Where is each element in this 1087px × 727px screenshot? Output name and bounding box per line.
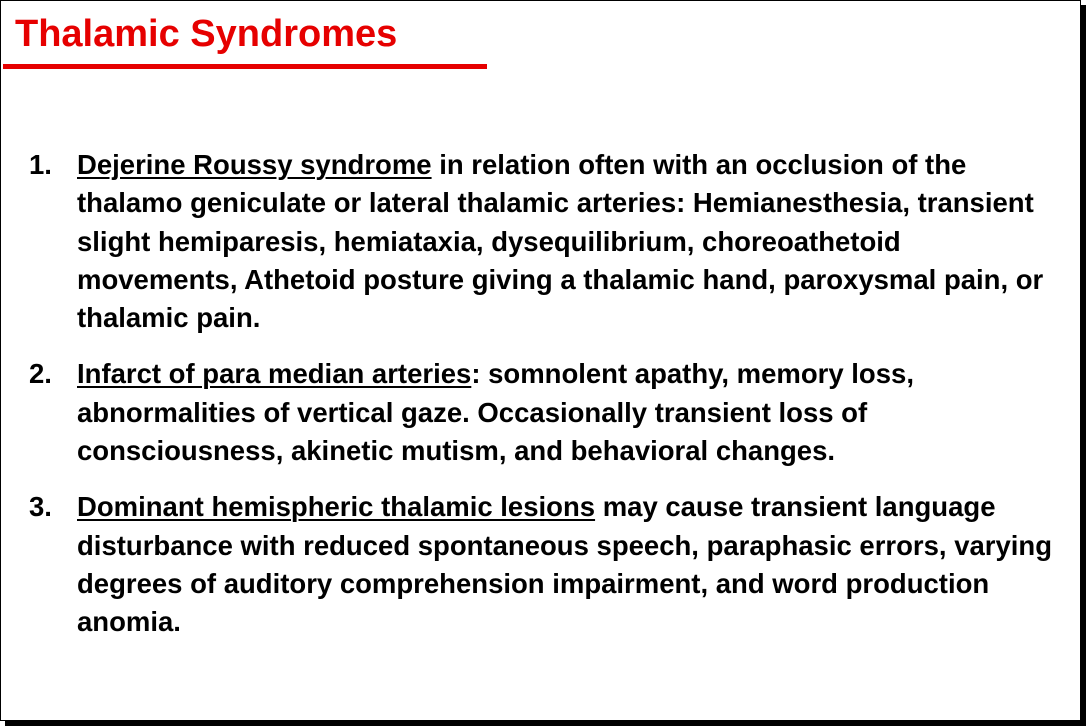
list-item-number: 1. (29, 149, 52, 180)
slide-title: Thalamic Syndromes (15, 13, 398, 55)
list-item (29, 146, 1059, 337)
list-item-number: 2. (29, 358, 52, 390)
list-item-number: 3. (29, 491, 52, 523)
title-underline-rule (3, 64, 487, 69)
list-item-text: in relation often with an occlusion of the thalamo geniculate or lateral thalamic arteries: Hemianesthesia, transient slight hemiparesis, hemiataxia, dysequilibrium, choreoathetoid movements, Athetoid posture giving a thalamic hand, paroxysmal pain, or thalamic pain. (77, 149, 1044, 334)
list-item-term: Infarct of para median arteries (77, 358, 472, 390)
syndrome-list (29, 146, 1059, 642)
list-item (29, 355, 1059, 470)
list-item-text: may cause transient language disturbance with reduced spontaneous speech, paraphasic errors, varying degrees of auditory comprehension impairment, and word production anomia. (77, 491, 1053, 638)
list-item-term: Dominant hemispheric thalamic lesions (77, 491, 596, 523)
list-item-text: : somnolent apathy, memory loss, abnormalities of vertical gaze. Occasionally transient loss of consciousness, akinetic mutism, and behavioral changes. (77, 358, 914, 467)
list-item-term: Dejerine Roussy syndrome (77, 149, 432, 180)
list-item (29, 488, 1059, 641)
